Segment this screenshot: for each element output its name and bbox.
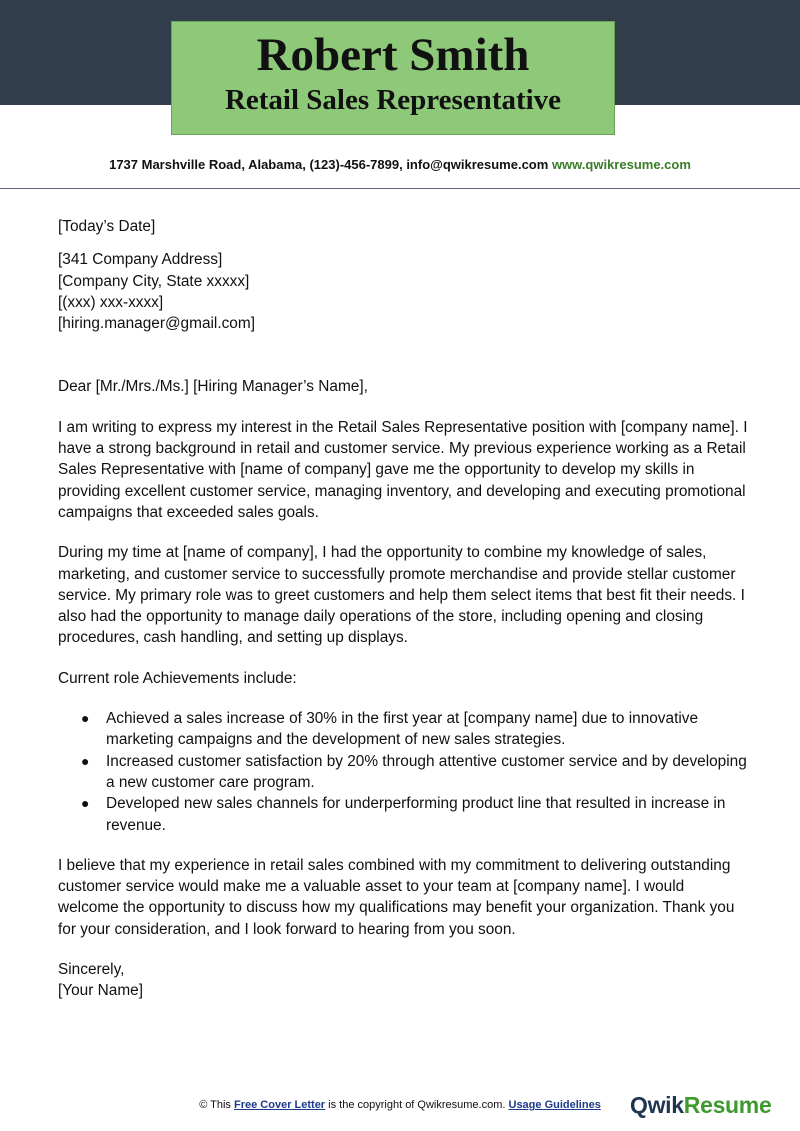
achievements-intro: Current role Achievements include: xyxy=(58,669,297,687)
achievements-list xyxy=(58,708,748,836)
usage-guidelines-link[interactable]: Usage Guidelines xyxy=(508,1099,601,1111)
header-divider xyxy=(0,188,800,189)
contact-details: 1737 Marshville Road, Alabama, (123)-456-7899, info@qwikresume.com xyxy=(109,157,549,172)
salutation: Dear [Mr./Mrs./Ms.] [Hiring Manager’s Name], xyxy=(58,378,368,396)
bullet-icon: ● xyxy=(81,710,90,727)
contact-line xyxy=(0,157,800,172)
footer-copyright: © This Free Cover Letter is the copyright of Qwikresume.com. Usage Guidelines xyxy=(199,1099,601,1111)
body-paragraph: I am writing to express my interest in the Retail Sales Representative position with [company name]. I have a strong background in retail and customer service. My previous experience working as a Retail Sales Representative with [name of company] gave me the opportunity to develop my skills in providing excellent customer service, managing inventory, and developing and executing promotional campaigns that exceeded sales goals. xyxy=(58,418,748,521)
job-title: Retail Sales Representative xyxy=(224,84,562,116)
letter-date: [Today’s Date] xyxy=(58,218,156,235)
achievement-item: ● Developed new sales channels for underperforming product line that resulted in increase in revenue. xyxy=(81,795,726,834)
address-line: [Company City, State xxxxx] xyxy=(58,272,250,290)
address-line: [hiring.manager@gmail.com] xyxy=(58,315,255,333)
bullet-icon: ● xyxy=(81,752,90,769)
achievement-item: ● Increased customer satisfaction by 20% through attentive customer service and by developing a new customer care program. xyxy=(81,752,747,791)
body-paragraph: During my time at [name of company], I had the opportunity to combine my knowledge of sales, marketing, and customer service to successfully promote merchandise and provide stellar customer service. My primary role was to greet customers and help them select items that best fit their needs. I also had the opportunity to manage daily operations of the store, including opening and closing procedures, cash handling, and setting up displays. xyxy=(58,544,745,647)
address-line: [(xxx) xxx-xxxx] xyxy=(58,293,164,311)
bullet-icon: ● xyxy=(81,795,90,812)
signature-name: [Your Name] xyxy=(58,982,143,1000)
signoff: Sincerely, xyxy=(58,961,125,979)
name-title-box xyxy=(171,21,615,135)
website-link[interactable]: www.qwikresume.com xyxy=(551,157,691,172)
candidate-name: Robert Smith xyxy=(256,29,530,81)
closing-paragraph: I believe that my experience in retail sales combined with my commitment to delivering outstanding customer service would make me a valuable asset to your team at [company name]. I would welcome the opportunity to discuss how my qualifications may benefit your organization. Thank you for your consideration, and I look forward to hearing from you soon. xyxy=(58,856,735,938)
letter-body xyxy=(58,216,748,1002)
recipient-address xyxy=(58,249,748,334)
free-cover-letter-link[interactable]: Free Cover Letter xyxy=(234,1099,326,1111)
address-line: [341 Company Address] xyxy=(58,251,223,269)
signature-block xyxy=(58,959,748,1002)
achievement-item: ● Achieved a sales increase of 30% in the first year at [company name] due to innovative marketing campaigns and the development of new sales strategies. xyxy=(81,710,699,749)
qwikresume-logo: QwikResume xyxy=(630,1092,772,1118)
